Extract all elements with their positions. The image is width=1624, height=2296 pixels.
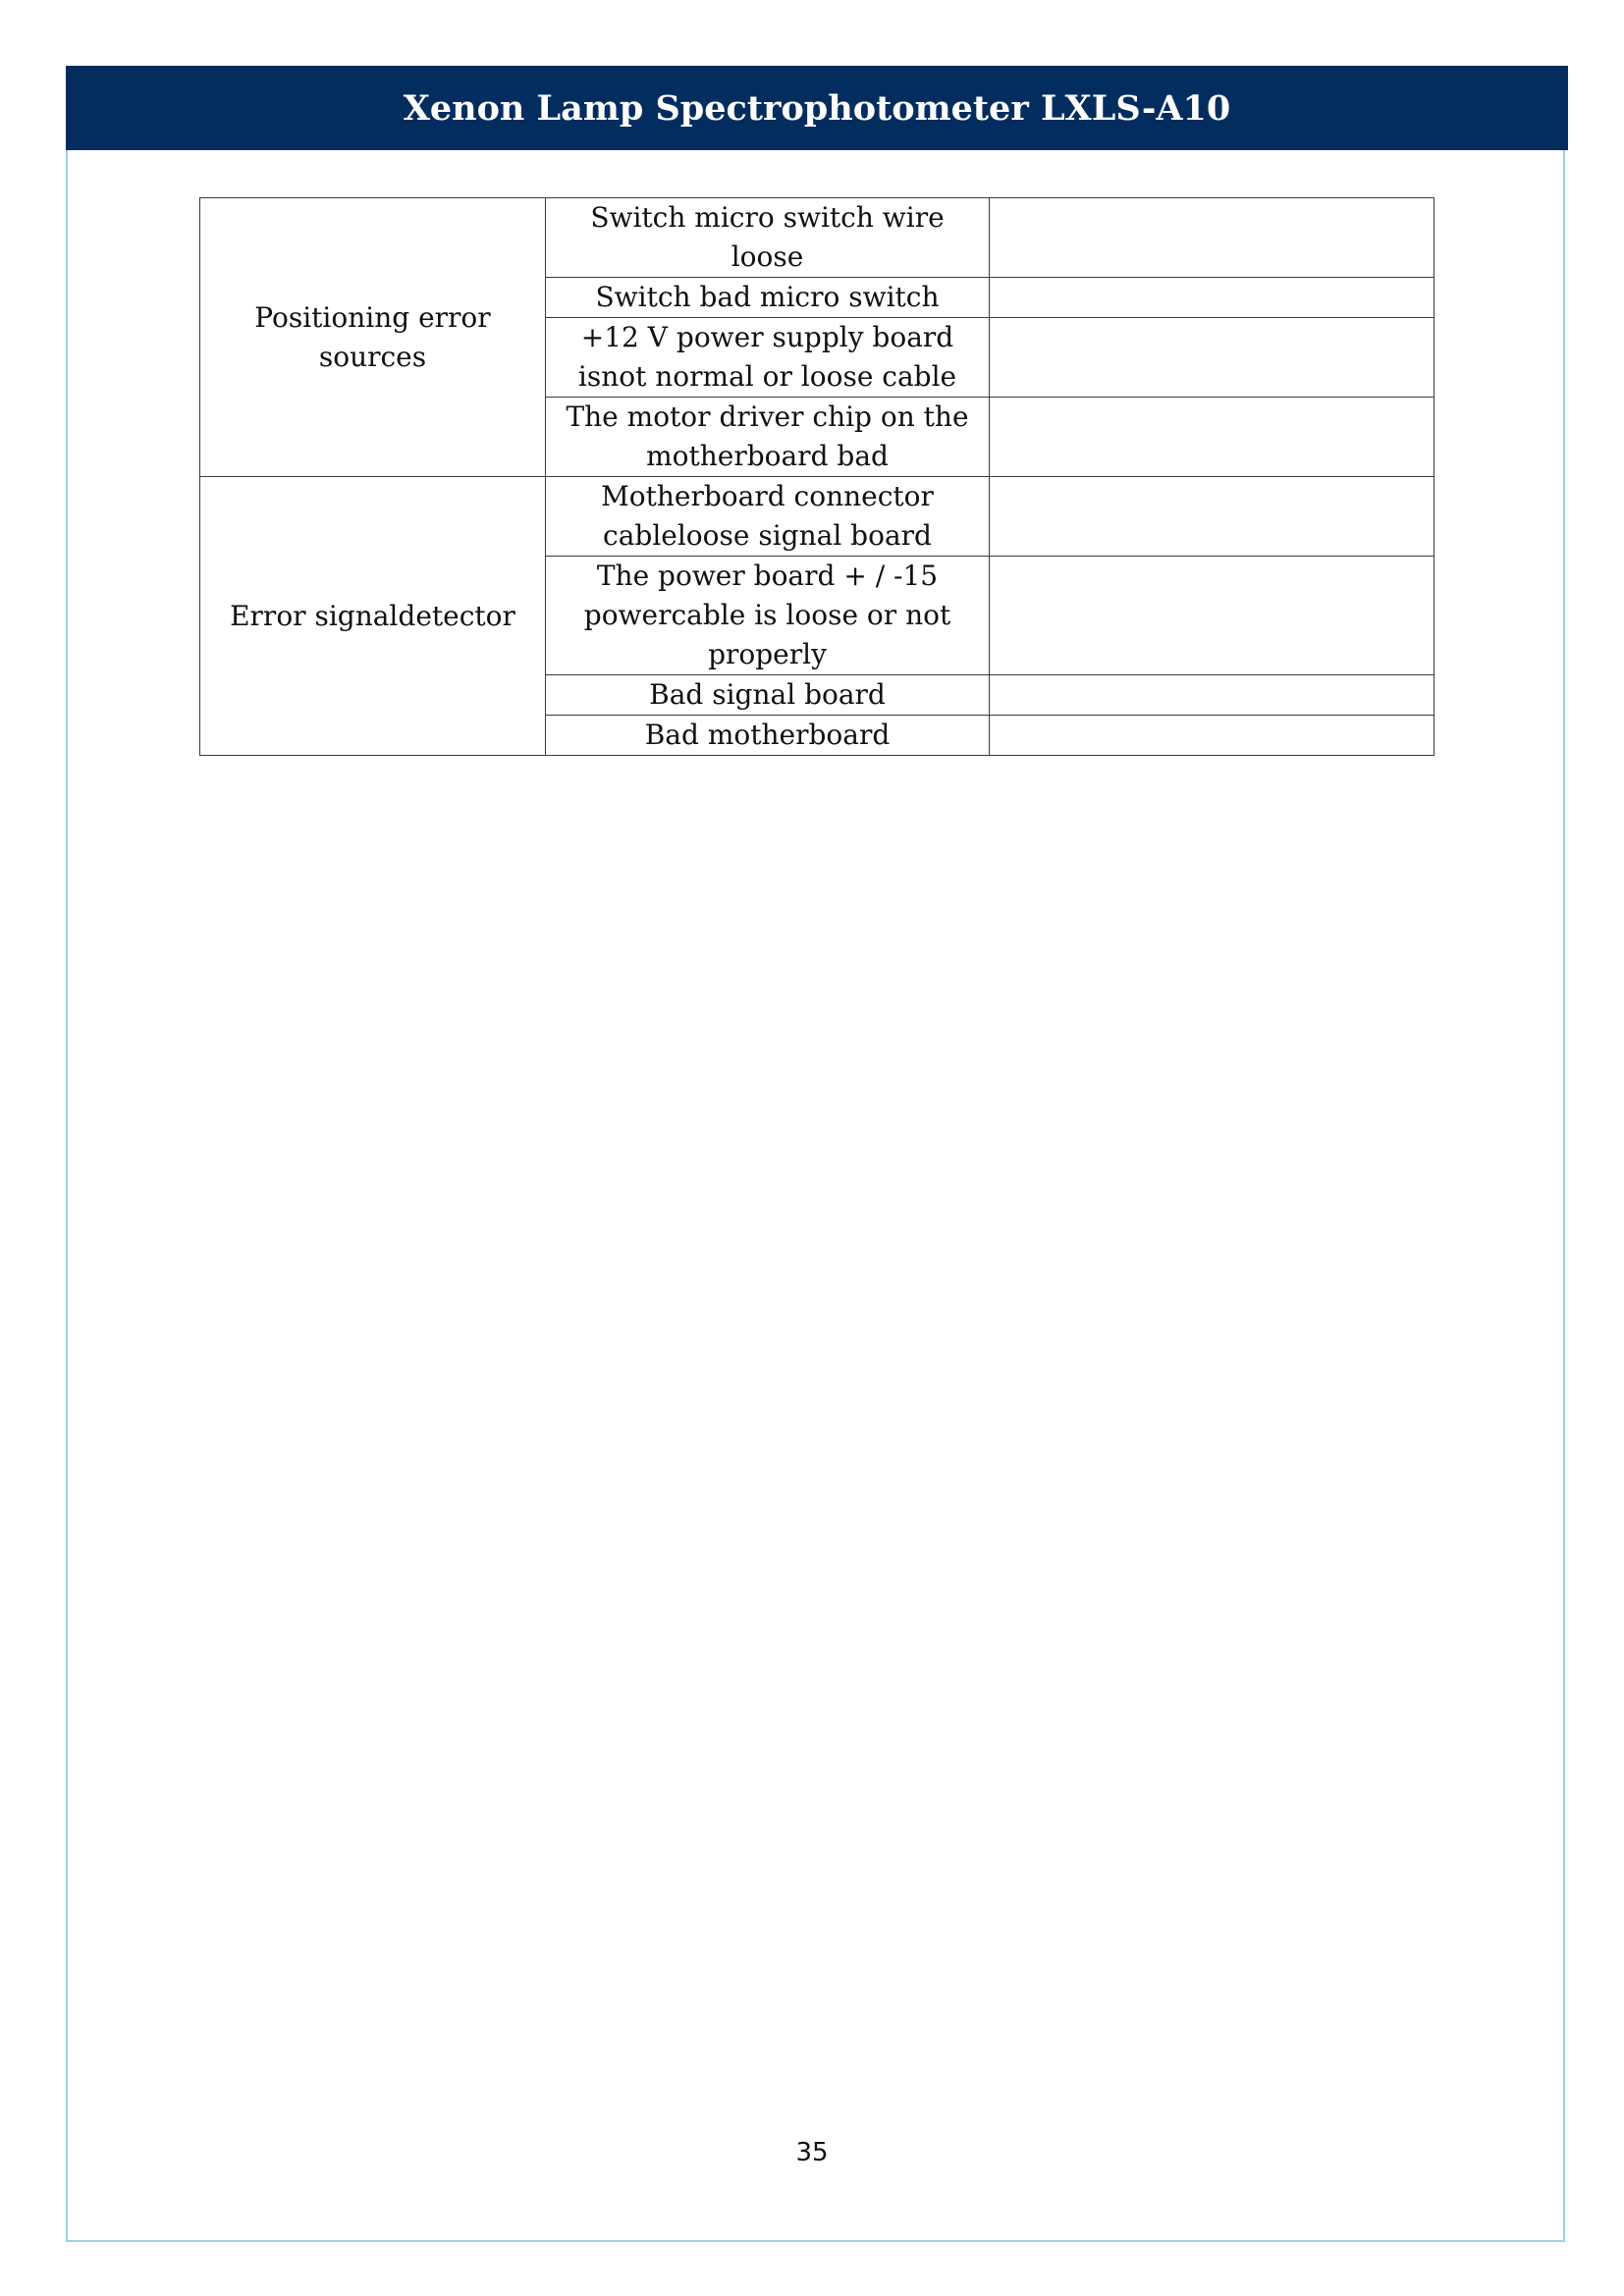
cause-cell: Switch bad micro switch [546, 278, 990, 318]
remedy-cell [990, 318, 1435, 398]
cause-cell: The motor driver chip on the motherboard bad [546, 398, 990, 477]
remedy-cell [990, 675, 1435, 716]
remedy-cell [990, 557, 1435, 675]
document-title: Xenon Lamp Spectrophotometer LXLS-A10 [403, 87, 1231, 129]
cause-cell: +12 V power supply board isnot normal or loose cable [546, 318, 990, 398]
page-number: 35 [795, 2138, 829, 2167]
cause-cell: Bad signal board [546, 675, 990, 716]
table-row [200, 198, 1435, 278]
remedy-cell [990, 398, 1435, 477]
remedy-cell [990, 716, 1435, 756]
remedy-cell [990, 278, 1435, 318]
remedy-cell [990, 477, 1435, 557]
fault-cell: Positioning error sources [200, 198, 546, 477]
cause-cell: The power board + / -15 powercable is loose or not properly [546, 557, 990, 675]
troubleshooting-table [199, 197, 1435, 756]
header-bar [66, 66, 1568, 150]
remedy-cell [990, 198, 1435, 278]
cause-cell: Motherboard connector cableloose signal board [546, 477, 990, 557]
cause-cell: Bad motherboard [546, 716, 990, 756]
fault-cell: Error signaldetector [200, 477, 546, 756]
cause-cell: Switch micro switch wire loose [546, 198, 990, 278]
table-row [200, 477, 1435, 557]
